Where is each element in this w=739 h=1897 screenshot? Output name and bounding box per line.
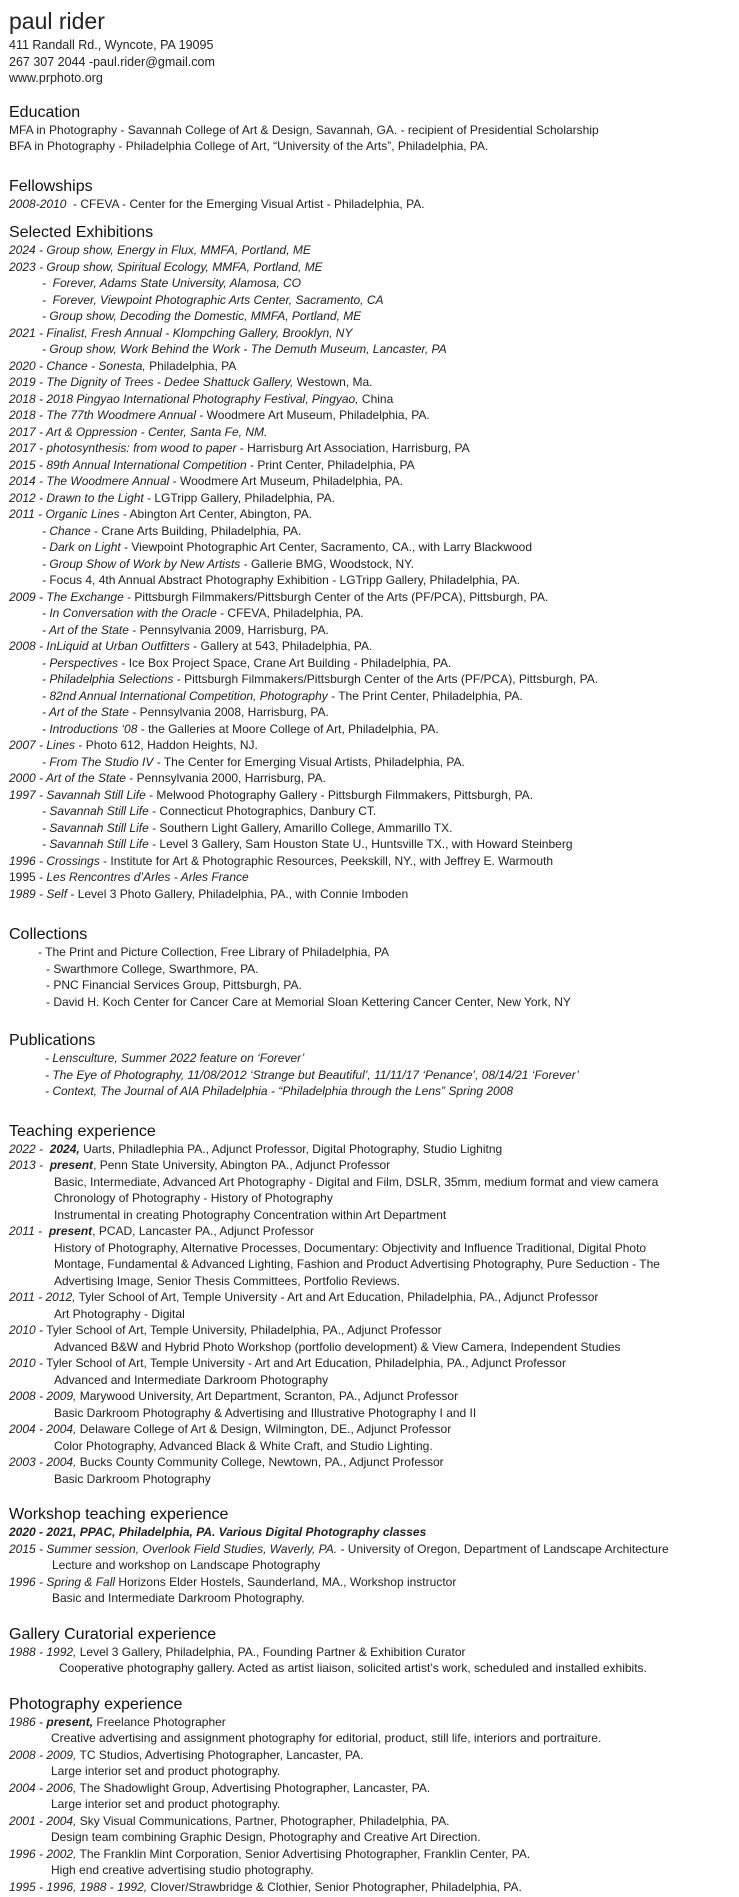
exhibition-year: 2021 -: [9, 325, 47, 340]
exhibition-title: Philadelphia Selections: [49, 672, 174, 686]
workshop-entry: [9, 1541, 739, 1558]
exhibition-title: Finalist, Fresh Annual - Klompching Gallery, Brooklyn, NY: [46, 325, 353, 340]
exhibition-title: Chance - Sonesta,: [46, 358, 146, 373]
exhibition-details: China: [358, 391, 394, 406]
exhibition-item: [9, 539, 739, 556]
exhibition-year: 2012 -: [9, 490, 47, 505]
photography-dates-highlight: present,: [46, 1714, 94, 1729]
exhibition-item: [9, 688, 739, 705]
workshop-dates: 2015 -: [9, 1541, 47, 1556]
exhibition-item: [9, 721, 739, 738]
collection-item: - David H. Koch Center for Cancer Care at Memorial Sloan Kettering Cancer Center, New York, NY: [46, 994, 571, 1009]
teaching-description: Advertising Image, Senior Thesis Committees, Portfolio Reviews.: [54, 1273, 400, 1288]
photography-entry: [9, 1846, 739, 1863]
exhibition-year: 2008 -: [9, 639, 47, 653]
exhibition-item: [9, 341, 739, 358]
exhibition-title: The Exchange: [46, 589, 124, 604]
teaching-description: Basic Darkroom Photography: [54, 1471, 211, 1486]
photography-role: TC Studios, Advertising Photographer, Lancaster, PA.: [76, 1747, 364, 1762]
exhibition-item: [9, 836, 739, 853]
person-name: paul rider: [9, 8, 105, 34]
exhibition-title: Les Rencontres d’Arles - Arles France: [46, 870, 249, 884]
exhibition-title: Forever, Viewpoint Photographic Arts Center, Sacramento, CA: [49, 292, 384, 307]
teaching-dates: 2011 - 2012,: [9, 1290, 76, 1304]
exhibition-details: - Institute for Art & Photographic Resources, Peekskill, NY., with Jeffrey E. Warmouth: [99, 853, 554, 868]
teaching-description: Advanced and Intermediate Darkroom Photography: [54, 1372, 329, 1387]
exhibition-title: Introductions ‘08: [49, 721, 138, 736]
exhibition-year: -: [42, 556, 50, 571]
exhibition-item: [9, 457, 739, 474]
exhibition-year: 2000 -: [9, 771, 46, 785]
education-item: BFA in Photography - Philadelphia College of Art, “University of the Arts”, Philadelphia, PA.: [9, 139, 489, 153]
exhibition-title: Group show, Spiritual Ecology, MMFA, Portland, ME: [46, 259, 323, 274]
teaching-dates: 2003 - 2004,: [9, 1455, 77, 1469]
exhibition-details: - Level 3 Gallery, Sam Houston State U., Huntsville TX., with Howard Steinberg: [148, 837, 573, 851]
exhibition-year: -: [42, 655, 50, 670]
exhibition-title: Art of the State: [45, 771, 126, 785]
exhibition-item: [9, 440, 739, 457]
exhibition-item: [9, 622, 739, 639]
teaching-heading: Teaching experience: [9, 1122, 156, 1140]
teaching-description: Instrumental in creating Photography Concentration within Art Department: [54, 1207, 447, 1222]
teaching-entry: [9, 1421, 739, 1438]
teaching-entry: [9, 1355, 739, 1372]
fellowship-text: - CFEVA - Center for the Emerging Visual Artist - Philadelphia, PA.: [66, 196, 425, 211]
workshop-list: [9, 1524, 739, 1607]
phone-email: 267 307 2044 -paul.rider@gmail.com: [9, 54, 215, 69]
exhibition-year: 2017 -: [9, 441, 47, 455]
teaching-entry: [9, 1157, 739, 1174]
exhibition-details: - Viewpoint Photographic Art Center, Sacramento, CA., with Larry Blackwood: [120, 540, 533, 554]
exhibition-title: Perspectives: [49, 655, 119, 670]
workshop-dates: 2020 - 2021, PPAC, Philadelphia, PA. Various Digital Photography classes: [9, 1525, 427, 1539]
exhibition-item: [9, 655, 739, 672]
photography-role: Freelance Photographer: [93, 1714, 226, 1729]
fellowships-heading: Fellowships: [9, 177, 93, 195]
exhibition-item: [9, 374, 739, 391]
exhibition-item: [9, 787, 739, 804]
curatorial-description: Cooperative photography gallery. Acted as artist liaison, solicited artist’s work, scheduled and installed exhibits.: [59, 1661, 647, 1675]
workshop-session: Summer session, Overlook Field Studies, Waverly, PA.: [46, 1541, 338, 1556]
teaching-dates: 2010 -: [9, 1323, 44, 1337]
workshop-entry: [9, 1524, 739, 1541]
exhibition-year: 2019 -: [9, 375, 47, 389]
exhibition-item: [9, 556, 739, 573]
workshop-session: Spring & Fall: [46, 1574, 116, 1589]
exhibition-title: In Conversation with the Oracle: [49, 606, 217, 620]
photography-dates: 2008 - 2009,: [9, 1747, 77, 1762]
teaching-dates: 2008 - 2009,: [9, 1389, 77, 1403]
workshop-entry: [9, 1574, 739, 1591]
curatorial-role: Level 3 Gallery, Philadelphia, PA., Founding Partner & Exhibition Curator: [76, 1644, 466, 1659]
exhibition-item: [9, 704, 739, 721]
curatorial-list: [9, 1644, 739, 1677]
exhibition-details: - Melwood Photography Gallery - Pittsburgh Filmmakers, Pittsburgh, PA.: [145, 787, 534, 802]
collection-item: - Swarthmore College, Swarthmore, PA.: [46, 961, 259, 976]
exhibition-title: Group show, Energy in Flux, MMFA, Portland, ME: [46, 243, 311, 257]
exhibition-item: [9, 391, 739, 408]
exhibition-year: 2014 -: [9, 474, 47, 488]
photography-dates: 1996 - 2002,: [9, 1846, 77, 1861]
exhibition-item: [9, 325, 739, 342]
exhibition-year: -: [42, 573, 50, 587]
exhibition-year: 2017 -: [9, 424, 46, 439]
exhibition-title: 82nd Annual International Competition, Photography: [49, 688, 328, 703]
exhibition-item: [9, 275, 739, 292]
exhibition-details: - Print Center, Philadelphia, PA: [246, 457, 415, 472]
exhibition-title: The 77th Woodmere Annual: [46, 408, 197, 422]
exhibition-item: [9, 242, 739, 259]
teaching-entry: [9, 1141, 739, 1158]
exhibition-title: Savannah Still Life: [46, 787, 146, 802]
exhibition-year: 2020 -: [9, 358, 47, 373]
exhibition-title: Forever, Adams State University, Alamosa, CO: [49, 276, 301, 290]
photography-dates: 1995 - 1996, 1988 - 1992,: [9, 1879, 148, 1894]
workshop-heading: Workshop teaching experience: [9, 1506, 229, 1523]
teaching-entry: [9, 1388, 739, 1405]
exhibition-title: Dark on Light: [49, 540, 121, 554]
teaching-dates-highlight: present: [48, 1224, 93, 1238]
photography-role: Sky Visual Communications, Partner, Photographer, Philadelphia, PA.: [76, 1813, 450, 1828]
exhibition-year: 2023 -: [9, 259, 47, 274]
exhibition-year: -: [42, 606, 50, 620]
fellowship-item: [9, 196, 739, 213]
photography-description: Large interior set and product photography.: [51, 1797, 281, 1811]
photography-entry: [9, 1780, 739, 1797]
exhibition-title: Art of the State: [48, 622, 129, 637]
exhibition-year: -: [42, 672, 50, 686]
exhibition-details: - the Galleries at Moore College of Art, Philadelphia, PA.: [137, 721, 439, 736]
publication-item: - The Eye of Photography, 11/08/2012 ‘Strange but Beautiful’, 11/11/17 ‘Penance’, 08/14/21 ‘Forever’: [45, 1067, 579, 1082]
exhibition-title: Savannah Still Life: [49, 837, 149, 851]
exhibition-details: Philadelphia, PA: [145, 358, 237, 373]
curatorial-heading: Gallery Curatorial experience: [9, 1625, 217, 1643]
exhibition-title: Crossings: [46, 853, 100, 868]
teaching-description: Advanced B&W and Hybrid Photo Workshop (portfolio development) & View Camera, Independent Studies: [54, 1339, 621, 1354]
exhibition-year: -: [42, 688, 50, 703]
exhibition-details: - Level 3 Photo Gallery, Philadelphia, PA., with Connie Imboden: [67, 886, 409, 901]
teaching-description: Art Photography - Digital: [54, 1306, 185, 1321]
exhibition-details: - CFEVA, Philadelphia, PA.: [216, 606, 364, 620]
exhibition-item: [9, 671, 739, 688]
exhibition-year: -: [42, 523, 50, 538]
exhibition-item: [9, 358, 739, 375]
exhibition-title: Art of the State: [48, 705, 129, 719]
exhibition-year: -: [42, 804, 50, 818]
teaching-description: Basic, Intermediate, Advanced Art Photography - Digital and Film, DSLR, 35mm, medium format and view camera: [54, 1174, 659, 1189]
photography-entry: [9, 1813, 739, 1830]
photography-role: Clover/Strawbridge & Clothier, Senior Photographer, Philadelphia, PA.: [147, 1879, 522, 1894]
exhibition-item: [9, 572, 739, 589]
photography-dates: 2001 - 2004,: [9, 1813, 77, 1828]
exhibition-title: Savannah Still Life: [49, 820, 149, 835]
collections-heading: Collections: [9, 926, 88, 943]
exhibition-item: [9, 886, 739, 903]
exhibition-details: - Woodmere Art Museum, Philadelphia, PA.: [169, 474, 403, 488]
teaching-description: Montage, Fundamental & Advanced Lighting, Fashion and Product Advertising Photography, Pure Seduction - The: [54, 1257, 660, 1271]
exhibition-year: -: [42, 292, 50, 307]
teaching-role: , PCAD, Lancaster PA., Adjunct Professor: [92, 1224, 315, 1238]
curatorial-entry: [9, 1644, 739, 1661]
exhibition-item: [9, 490, 739, 507]
exhibition-year: -: [42, 540, 50, 554]
exhibition-title: Savannah Still Life: [49, 804, 149, 818]
exhibition-title: Group show, Decoding the Domestic, MMFA, Portland, ME: [49, 309, 362, 323]
teaching-entry: [9, 1454, 739, 1471]
exhibitions-section: [9, 223, 739, 902]
exhibition-title: Self: [46, 886, 68, 901]
exhibition-title: 89th Annual International Competition: [46, 457, 247, 472]
photography-description: Creative advertising and assignment photography for editorial, product, still life, interiors and portraiture.: [51, 1731, 602, 1745]
exhibition-year: 2024 -: [9, 243, 47, 257]
exhibition-year: -: [42, 342, 50, 356]
teaching-entry: [9, 1223, 739, 1240]
exhibition-year: -: [42, 276, 50, 290]
teaching-description: Color Photography, Advanced Black & White Craft, and Studio Lighting.: [54, 1438, 433, 1453]
exhibition-details: - The Print Center, Philadelphia, PA.: [327, 688, 523, 703]
photography-dates: 2004 - 2006,: [9, 1780, 77, 1795]
exhibition-details: Focus 4, 4th Annual Abstract Photography Exhibition - LGTripp Gallery, Philadelphia, PA.: [49, 573, 521, 587]
exhibition-year: 2007 -: [9, 738, 47, 752]
exhibition-title: Group show, Work Behind the Work - The Demuth Museum, Lancaster, PA: [49, 342, 447, 356]
exhibition-title: Group Show of Work by New Artists: [49, 556, 241, 571]
fellowships-section: [9, 177, 739, 213]
exhibition-item: [9, 506, 739, 523]
teaching-dates: 2022 -: [9, 1141, 50, 1156]
teaching-list: [9, 1141, 739, 1488]
exhibition-title: Lines: [46, 738, 76, 752]
collection-item: - PNC Financial Services Group, Pittsburgh, PA.: [46, 978, 302, 992]
publication-item: - Lensculture, Summer 2022 feature on ‘Forever’: [45, 1051, 305, 1065]
exhibition-details: - Gallerie BMG, Woodstock, NY.: [240, 556, 414, 571]
exhibition-details: - Photo 612, Haddon Heights, NJ.: [75, 738, 258, 752]
teaching-role: , Penn State University, Abington PA., Adjunct Professor: [93, 1158, 391, 1172]
exhibition-item: [9, 523, 739, 540]
teaching-entry: [9, 1322, 739, 1339]
resume-header: [9, 8, 739, 87]
teaching-description: Chronology of Photography - History of Photography: [54, 1191, 333, 1205]
photography-list: [9, 1714, 739, 1896]
photography-dates: 1986 -: [9, 1714, 47, 1729]
exhibition-item: [9, 259, 739, 276]
exhibition-year: 1997 -: [9, 787, 47, 802]
exhibition-year: -: [42, 837, 50, 851]
exhibition-title: photosynthesis: from wood to paper: [46, 441, 237, 455]
exhibition-item: [9, 803, 739, 820]
teaching-role: Tyler School of Art, Temple University - Art and Art Education, Philadelphia, PA., Adjunct Professor: [43, 1356, 566, 1370]
teaching-dates-highlight: present: [49, 1158, 94, 1172]
workshop-role: - University of Oregon, Department of Landscape Architecture: [337, 1541, 669, 1556]
exhibition-details: - Ice Box Project Space, Crane Art Building - Philadelphia, PA.: [118, 655, 452, 670]
exhibition-item: [9, 770, 739, 787]
photography-role: The Franklin Mint Corporation, Senior Advertising Photographer, Franklin Center, PA.: [76, 1846, 531, 1861]
exhibition-details: - LGTripp Gallery, Philadelphia, PA.: [143, 490, 335, 505]
exhibition-year: -: [42, 309, 50, 323]
exhibition-year: -: [42, 820, 50, 835]
exhibition-title: Drawn to the Light: [46, 490, 144, 505]
photography-role: The Shadowlight Group, Advertising Photographer, Lancaster, PA.: [76, 1780, 431, 1795]
exhibition-year: 2015 -: [9, 457, 47, 472]
exhibition-details: - The Center for Emerging Visual Artists, Philadelphia, PA.: [153, 754, 465, 769]
collection-item: - The Print and Picture Collection, Free Library of Philadelphia, PA: [38, 945, 390, 959]
teaching-role: Uarts, Philadlephia PA., Adjunct Professor, Digital Photography, Studio Lighitng: [79, 1141, 503, 1156]
exhibition-item: [9, 407, 739, 424]
exhibition-title: InLiquid at Urban Outfitters: [46, 639, 190, 653]
education-section: [9, 103, 739, 155]
publication-item: - Context, The Journal of AIA Philadelphia - “Philadelphia through the Lens” Spring 2008: [45, 1084, 514, 1098]
exhibition-year: -: [42, 705, 49, 719]
workshop-description: Basic and Intermediate Darkroom Photography.: [52, 1591, 305, 1605]
teaching-dates: 2010 -: [9, 1356, 44, 1370]
photography-entry: [9, 1747, 739, 1764]
exhibition-year: 2011 -: [9, 507, 46, 521]
workshop-role: Horizons Elder Hostels, Saunderland, MA., Workshop instructor: [115, 1574, 457, 1589]
teaching-dates-highlight: 2024,: [49, 1141, 80, 1156]
exhibition-item: [9, 754, 739, 771]
photography-description: High end creative advertising studio photography.: [51, 1863, 314, 1877]
exhibition-details: - Pennsylvania 2008, Harrisburg, PA.: [128, 705, 329, 719]
exhibition-year: 2018 -: [9, 408, 47, 422]
exhibition-details: - Harrisburg Art Association, Harrisburg, PA: [236, 441, 470, 455]
exhibition-item: [9, 605, 739, 622]
exhibition-year: 1989 -: [9, 886, 47, 901]
photography-section: [9, 1695, 739, 1896]
exhibition-details: - Pennsylvania 2009, Harrisburg, PA.: [128, 622, 329, 637]
teaching-dates: 2013 -: [9, 1158, 50, 1172]
photography-description: Large interior set and product photography.: [51, 1764, 281, 1778]
exhibition-title: Chance: [49, 523, 91, 538]
exhibition-year: 1996 -: [9, 853, 47, 868]
exhibition-year: 2018 -: [9, 391, 47, 406]
exhibition-title: The Woodmere Annual: [46, 474, 170, 488]
collections-section: [9, 925, 739, 1010]
teaching-role: Tyler School of Art, Temple University, Philadelphia, PA., Adjunct Professor: [43, 1323, 442, 1337]
exhibition-year: -: [42, 754, 50, 769]
exhibition-details: - Southern Light Gallery, Amarillo College, Ammarillo TX.: [148, 820, 453, 835]
exhibition-details: - Woodmere Art Museum, Philadelphia, PA.: [196, 408, 430, 422]
teaching-entry: [9, 1289, 739, 1306]
exhibition-item: [9, 737, 739, 754]
teaching-section: [9, 1122, 739, 1488]
teaching-role: Tyler School of Art, Temple University - Art and Art Education, Philadelphia, PA., Adjunct Professor: [75, 1290, 599, 1304]
exhibition-item: [9, 869, 739, 886]
exhibitions-list: [9, 242, 739, 902]
teaching-role: Marywood University, Art Department, Scranton, PA., Adjunct Professor: [76, 1389, 459, 1403]
curatorial-section: [9, 1625, 739, 1677]
exhibition-details: Westown, Ma.: [293, 375, 373, 389]
teaching-description: History of Photography, Alternative Processes, Documentary: Objectivity and Influence Traditional, Digital Photo: [54, 1240, 647, 1255]
exhibition-title: Art & Oppression - Center, Santa Fe, NM.: [45, 424, 268, 439]
exhibition-details: - Abington Art Center, Abington, PA.: [119, 507, 313, 521]
exhibition-item: [9, 638, 739, 655]
exhibition-year: 1995 -: [9, 870, 47, 884]
exhibitions-heading: Selected Exhibitions: [9, 224, 154, 241]
photography-entry: [9, 1879, 739, 1896]
workshop-section: [9, 1505, 739, 1607]
photography-heading: Photography experience: [9, 1695, 183, 1713]
workshop-description: Lecture and workshop on Landscape Photography: [52, 1558, 321, 1572]
exhibition-year: 2009 -: [9, 589, 47, 604]
exhibition-details: - Pittsburgh Filmmakers/Pittsburgh Center of the Arts (PF/PCA), Pittsburgh, PA.: [123, 589, 549, 604]
photography-description: Design team combining Graphic Design, Photography and Creative Art Direction.: [51, 1830, 481, 1844]
exhibition-item: [9, 292, 739, 309]
exhibition-item: [9, 473, 739, 490]
exhibition-details: - Crane Arts Building, Philadelphia, PA.: [90, 523, 302, 538]
teaching-description: Basic Darkroom Photography & Advertising and Illustrative Photography I and II: [54, 1405, 477, 1420]
exhibition-year: -: [42, 721, 50, 736]
exhibition-item: [9, 308, 739, 325]
workshop-dates: 1996 -: [9, 1574, 47, 1589]
exhibition-details: - Pittsburgh Filmmakers/Pittsburgh Center of the Arts (PF/PCA), Pittsburgh, PA.: [173, 672, 599, 686]
website-link[interactable]: www.prphoto.org: [9, 71, 103, 85]
publications-section: [9, 1031, 739, 1100]
curatorial-dates: 1988 - 1992,: [9, 1644, 77, 1659]
teaching-role: Delaware College of Art & Design, Wilmington, DE., Adjunct Professor: [76, 1422, 452, 1436]
publications-heading: Publications: [9, 1032, 96, 1049]
exhibition-item: [9, 424, 739, 441]
exhibition-title: Organic Lines: [45, 507, 120, 521]
exhibition-title: The Dignity of Trees - Dedee Shattuck Gallery,: [46, 375, 294, 389]
exhibition-details: - Connecticut Photographics, Danbury CT.: [148, 804, 377, 818]
exhibition-year: -: [42, 622, 49, 637]
education-heading: Education: [9, 103, 81, 121]
exhibition-item: [9, 589, 739, 606]
education-item: MFA in Photography - Savannah College of Art & Design, Savannah, GA. - recipient of Presidential Scholarship: [9, 122, 599, 137]
exhibition-title: From The Studio IV: [49, 754, 154, 769]
teaching-dates: 2004 - 2004,: [9, 1422, 77, 1436]
photography-entry: [9, 1714, 739, 1731]
exhibition-item: [9, 820, 739, 837]
exhibition-title: 2018 Pingyao International Photography Festival, Pingyao,: [46, 391, 359, 406]
address: 411 Randall Rd., Wyncote, PA 19095: [9, 38, 214, 52]
exhibition-details: - Pennsylvania 2000, Harrisburg, PA.: [125, 771, 326, 785]
exhibition-details: - Gallery at 543, Philadelphia, PA.: [189, 639, 373, 653]
fellowship-date: 2008-2010: [9, 196, 67, 211]
teaching-role: Bucks County Community College, Newtown, PA., Adjunct Professor: [76, 1455, 444, 1469]
teaching-dates: 2011 -: [9, 1224, 49, 1238]
exhibition-item: [9, 853, 739, 870]
